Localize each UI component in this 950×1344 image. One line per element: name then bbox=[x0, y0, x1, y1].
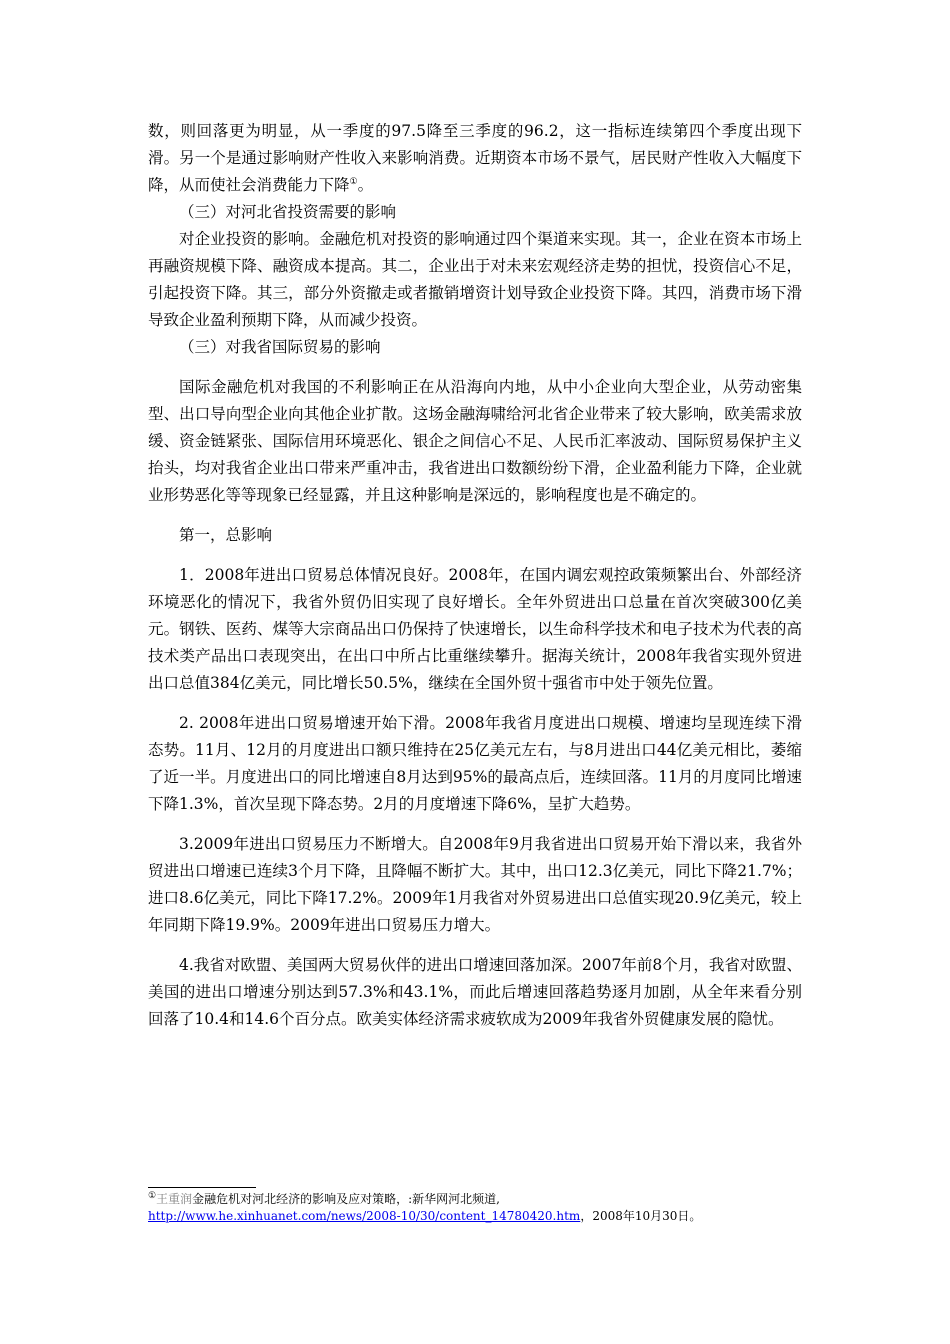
paragraph-point-2: 2. 2008年进出口贸易增速开始下滑。2008年我省月度进出口规模、增速均呈现连续下滑态势。11月、12月的月度进出口额只维持在25亿美元左右，与8月进出口44亿美元相比，萎缩了近一半。月度进出口的同比增速自8月达到95%的最高点后，连续回落。11月的月度同比增速下降1.3%，首次呈现下降态势。2月的月度增速下降6%，呈扩大趋势。 bbox=[148, 714, 802, 813]
section-heading-trade: （三）对我省国际贸易的影响 bbox=[179, 338, 381, 356]
footnote-author: 王重润 bbox=[156, 1192, 193, 1206]
paragraph-trade-intro: 国际金融危机对我国的不利影响正在从沿海向内地，从中小企业向大型企业，从劳动密集型、出口导向型企业向其他企业扩散。这场金融海啸给河北省企业带来了较大影响，欧美需求放缓、资金链紧张、国际信用环境恶化、银企之间信心不足、人民币汇率波动、国际贸易保护主义抬头，均对我省企业出口带来严重冲击，我省进出口数额纷纷下滑，企业盈利能力下降，企业就业形势恶化等等现象已经显露，并且这种影响是深远的，影响程度也是不确定的。 bbox=[148, 378, 802, 504]
paragraph-investment: 对企业投资的影响。金融危机对投资的影响通过四个渠道来实现。其一，企业在资本市场上再融资规模下降、融资成本提高。其二，企业出于对未来宏观经济走势的担忧，投资信心不足，引起投资下降。其三，部分外资撤走或者撤销增资计划导致企业投资下降。其四，消费市场下滑导致企业盈利预期下降，从而减少投资。 bbox=[148, 230, 802, 329]
footnote-separator bbox=[148, 1187, 256, 1188]
paragraph-spacer bbox=[148, 549, 802, 562]
footnote-date: ，2008年10月30日。 bbox=[580, 1209, 702, 1223]
footnote-entry bbox=[148, 1191, 802, 1225]
paragraph-text: 数，则回落更为明显，从一季度的97.5降至三季度的96.2，这一指标连续第四个季度出现下滑。另一个是通过影响财产性收入来影响消费。近期资本市场不景气，居民财产性收入大幅度下降，从而使社会消费能力下降 bbox=[148, 122, 802, 194]
paragraph-point-3: 3.2009年进出口贸易压力不断增大。自2008年9月我省进出口贸易开始下滑以来，我省外贸进出口增速已连续3个月下降，且降幅不断扩大。其中，出口12.3亿美元，同比下降21.7%；进口8.6亿美元，同比下降17.2%。2009年1月我省对外贸易进出口总值实现20.9亿美元，较上年同期下降19.9%。2009年进出口贸易压力增大。 bbox=[148, 835, 802, 934]
paragraph-point-4: 4.我省对欧盟、美国两大贸易伙伴的进出口增速回落加深。2007年前8个月，我省对欧盟、美国的进出口增速分别达到57.3%和43.1%，而此后增速回落趋势逐月加剧，从全年来看分别回落了10.4和14.6个百分点。欧美实体经济需求疲软成为2009年我省外贸健康发展的隐忧。 bbox=[148, 956, 802, 1028]
section-heading-investment: （三）对河北省投资需要的影响 bbox=[179, 203, 397, 221]
paragraph-consumption-tail bbox=[148, 118, 802, 199]
paragraph-point-1: 1．2008年进出口贸易总体情况良好。2008年，在国内调宏观控政策频繁出台、外部经济环境恶化的情况下，我省外贸仍旧实现了良好增长。全年外贸进出口总量在首次突破300亿美元。钢铁、医药、煤等大宗商品出口仍保持了快速增长，以生命科学技术和电子技术为代表的高技术类产品出口表现突出，在出口中所占比重继续攀升。据海关统计，2008年我省实现外贸进出口总值384亿美元，同比增长50.5%，继续在全国外贸十强省市中处于领先位置。 bbox=[148, 566, 802, 692]
paragraph-spacer bbox=[148, 818, 802, 831]
paragraph-text-end: 。 bbox=[357, 176, 374, 194]
footnote-mark: ① bbox=[148, 1191, 157, 1201]
footnote-reference[interactable]: ① bbox=[349, 176, 358, 187]
footnote-title: 金融危机对河北经济的影响及应对策略，:新华网河北频道, bbox=[192, 1192, 500, 1206]
document-body bbox=[148, 118, 802, 1033]
paragraph-spacer bbox=[148, 509, 802, 522]
paragraph-spacer bbox=[148, 697, 802, 710]
subheading-overall-impact: 第一，总影响 bbox=[179, 526, 273, 544]
paragraph-spacer bbox=[148, 361, 802, 374]
footnote-url-link[interactable]: http://www.he.xinhuanet.com/news/2008-10/30/content_14780420.htm bbox=[148, 1209, 581, 1223]
footnote-area bbox=[148, 1187, 802, 1225]
paragraph-spacer bbox=[148, 939, 802, 952]
